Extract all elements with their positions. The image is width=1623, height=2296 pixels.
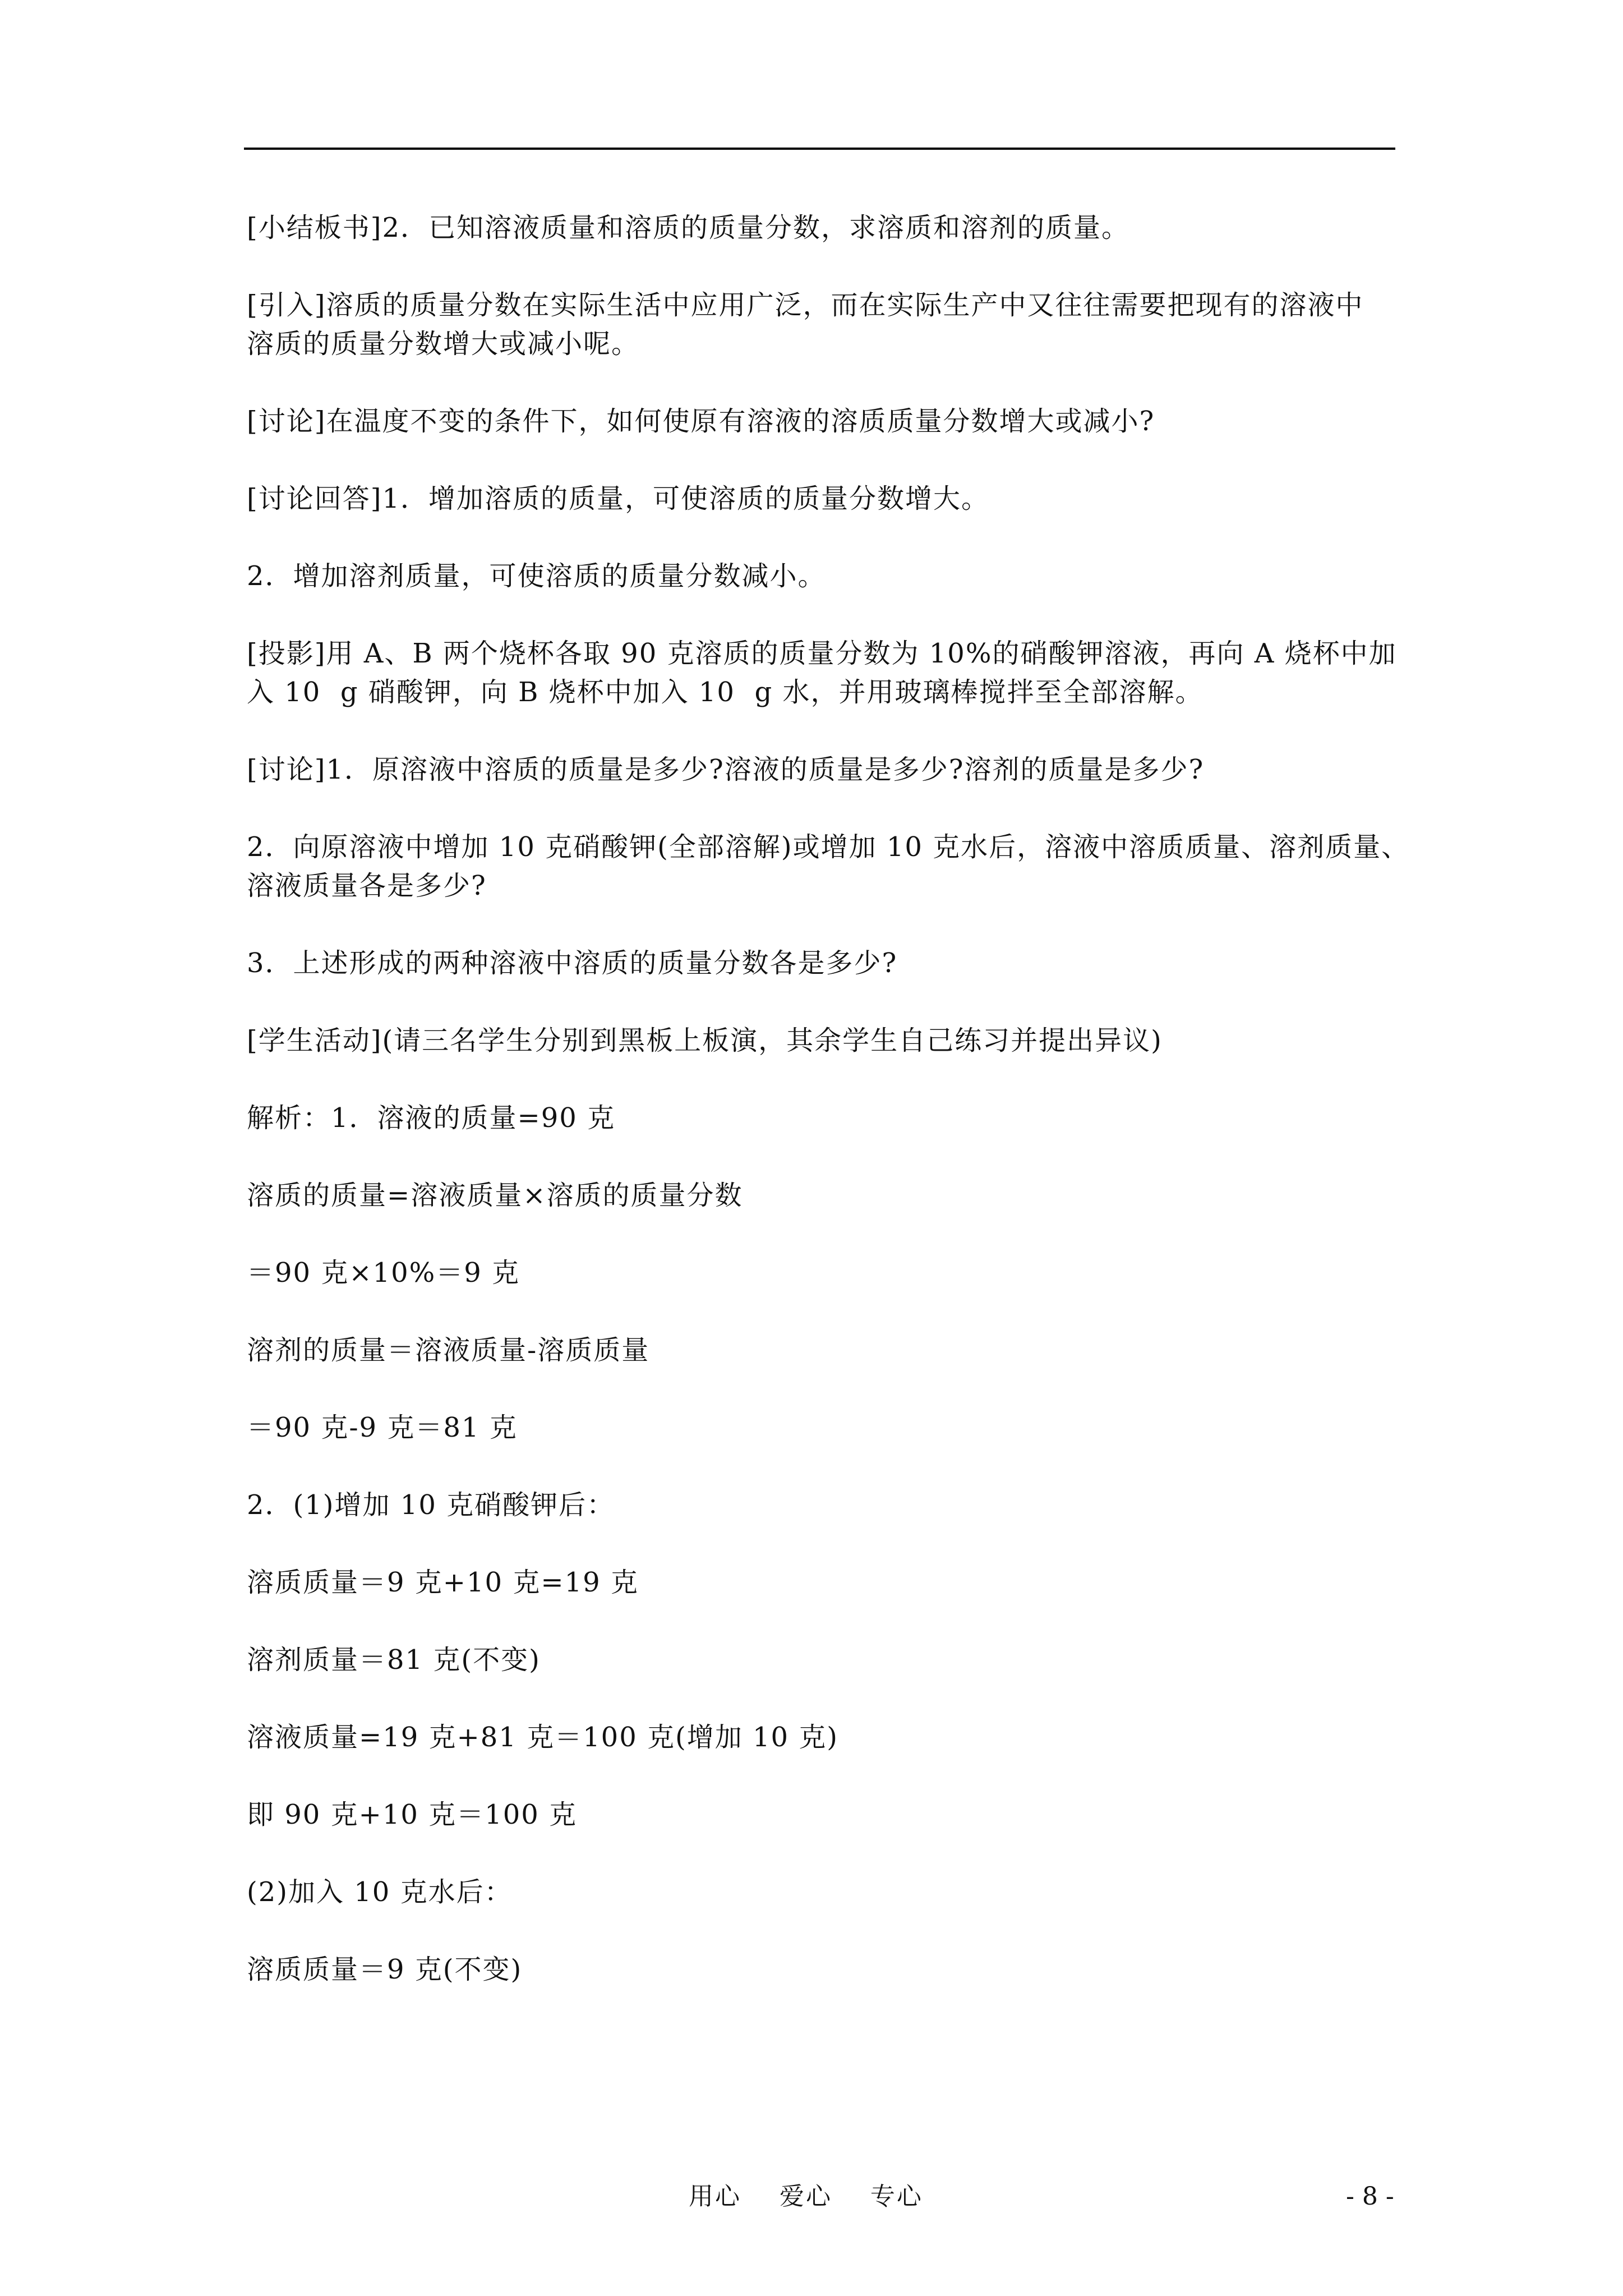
document-body xyxy=(247,209,1410,2028)
text-line: 入 10 g 硝酸钾，向 B 烧杯中加入 10 g 水，并用玻璃棒搅拌至全部溶解。 xyxy=(247,677,1204,708)
text-line: 溶液质量各是多少? xyxy=(247,870,487,901)
text-line: 2．向原溶液中增加 10 克硝酸钾(全部溶解)或增加 10 克水后，溶液中溶质质量、溶剂质量、 xyxy=(247,831,1410,863)
footer-motto: 用心 爱心 专心 xyxy=(689,2182,923,2211)
text-line: ＝90 克-9 克＝81 克 xyxy=(247,1412,518,1443)
text-line: 溶质的质量分数增大或减小呢。 xyxy=(247,328,640,360)
text-line: ＝90 克×10%＝9 克 xyxy=(247,1257,520,1289)
text-line: 溶质质量＝9 克+10 克=19 克 xyxy=(247,1567,639,1598)
text-line: [投影]用 A、B 两个烧杯各取 90 克溶质的质量分数为 10%的硝酸钾溶液，再向 A 烧杯中加 xyxy=(247,638,1397,669)
text-line: 3．上述形成的两种溶液中溶质的质量分数各是多少? xyxy=(247,947,898,979)
text-line: 溶剂质量＝81 克(不变) xyxy=(247,1644,541,1676)
text-line: 2．增加溶剂质量，可使溶质的质量分数减小。 xyxy=(247,560,826,592)
text-line: [引入]溶质的质量分数在实际生活中应用广泛，而在实际生产中又往往需要把现有的溶液中 xyxy=(247,289,1364,321)
text-line: 溶液质量=19 克+81 克＝100 克(增加 10 克) xyxy=(247,1722,839,1753)
text-line: 即 90 克+10 克＝100 克 xyxy=(247,1799,578,1830)
text-line: [小结板书]2．已知溶液质量和溶质的质量分数，求溶质和溶剂的质量。 xyxy=(247,212,1129,243)
text-line: [学生活动](请三名学生分别到黑板上板演，其余学生自己练习并提出异议) xyxy=(247,1025,1163,1056)
text-line: 溶剂的质量＝溶液质量-溶质质量 xyxy=(247,1335,650,1366)
text-line: (2)加入 10 克水后： xyxy=(247,1876,513,1908)
text-line: 溶质的质量=溶液质量×溶质的质量分数 xyxy=(247,1180,743,1211)
text-line: [讨论]1．原溶液中溶质的质量是多少?溶液的质量是多少?溶剂的质量是多少? xyxy=(247,754,1205,785)
text-line: 2．(1)增加 10 克硝酸钾后： xyxy=(247,1489,615,1521)
text-line: 解析：1．溶液的质量=90 克 xyxy=(247,1102,616,1134)
page-number: - 8 - xyxy=(1346,2182,1394,2211)
text-line: [讨论]在温度不变的条件下，如何使原有溶液的溶质质量分数增大或减小? xyxy=(247,406,1155,437)
text-line: [讨论回答]1．增加溶质的质量，可使溶质的质量分数增大。 xyxy=(247,483,989,514)
header-rule xyxy=(244,148,1395,150)
text-line: 溶质质量＝9 克(不变) xyxy=(247,1954,523,1985)
